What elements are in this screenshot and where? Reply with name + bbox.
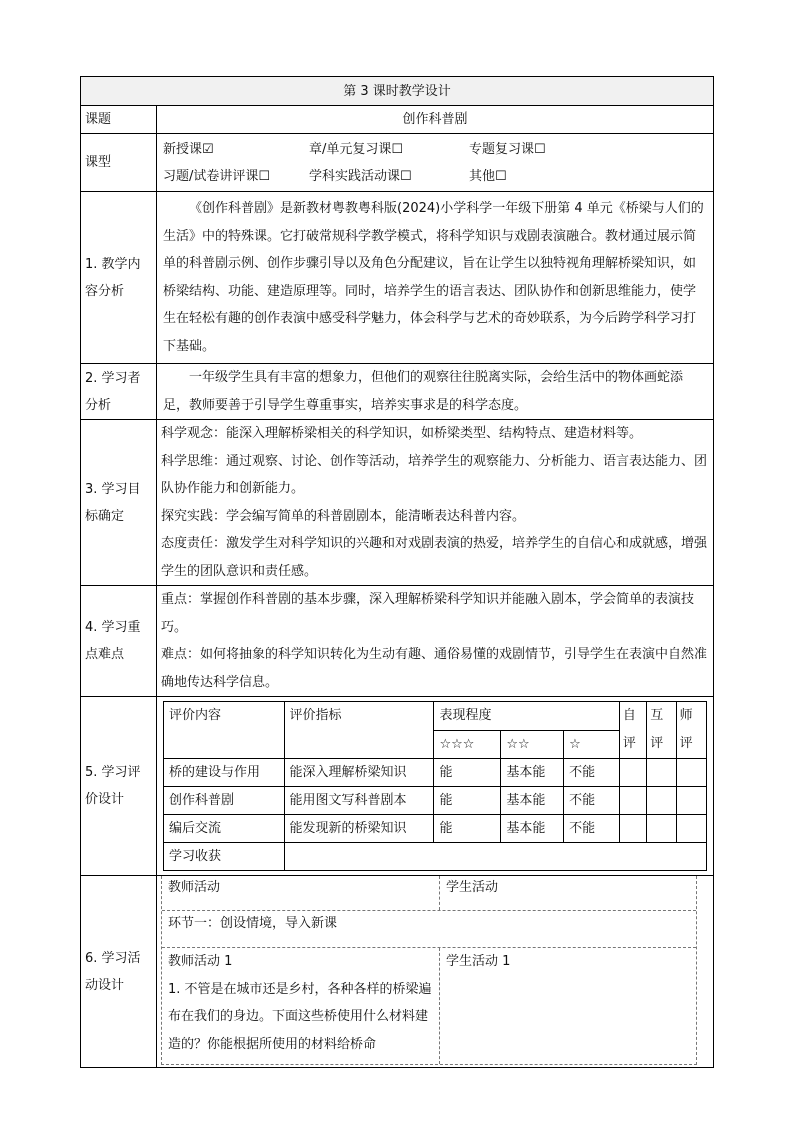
teacher-activity-1-text: 1. 不管是在城市还是乡村，各种各样的桥梁遍布在我们的身边。下面这些桥使用什么材料建造的？你能根据所使用的材料给桥命 (168, 981, 432, 1052)
content-analysis-label: 1. 教学内容分析 (81, 192, 157, 364)
eval-content: 桥的建设与作用 (164, 759, 285, 787)
eval-indicator: 能深入理解桥梁知识 (284, 759, 434, 787)
lesson-type-option: 章/单元复习课☐ (309, 141, 404, 157)
eval-level-3star: ☆☆☆ (434, 730, 501, 759)
eval-header-teacher: 师评 (676, 702, 706, 759)
learner-analysis-cell (157, 364, 714, 420)
lesson-type-option: 专题复习课☐ (469, 141, 546, 157)
eval-self-score[interactable] (619, 759, 646, 787)
eval-teacher-score[interactable] (676, 815, 706, 843)
content-analysis-cell (157, 192, 714, 364)
eval-level-value: 基本能 (501, 787, 564, 815)
eval-header-self: 自评 (619, 702, 646, 759)
learning-gain-label: 学习收获 (164, 843, 285, 871)
eval-peer-score[interactable] (647, 787, 676, 815)
difficulty-item: 难点：如何将抽象的科学知识转化为生动有趣、通俗易懂的戏剧情节，引导学生在表演中自然准确地传达科学信息。 (161, 647, 708, 690)
lesson-plan-table (80, 76, 714, 1068)
topic-value: 创作科普剧 (157, 106, 714, 134)
lesson-type-label: 课型 (81, 134, 157, 192)
key-points-label: 4. 学习重点难点 (81, 586, 157, 697)
document-title: 第 3 课时教学设计 (81, 77, 714, 106)
activities-cell (157, 876, 714, 1068)
objectives-cell (157, 420, 714, 586)
eval-level-1star: ☆ (564, 730, 620, 759)
eval-level-value: 不能 (564, 815, 620, 843)
eval-header-peer: 互评 (647, 702, 676, 759)
section-title: 环节一：创设情境，导入新课 (162, 910, 696, 947)
student-activity-1-title: 学生活动 1 (446, 954, 511, 969)
learner-analysis-text: 一年级学生具有丰富的想象力，但他们的观察往往脱离实际，会给生活中的物体画蛇添足，教师要善于引导学生尊重事实，培养实事求是的科学态度。 (163, 370, 684, 413)
teacher-activity-1-title: 教师活动 1 (168, 954, 233, 969)
objective-item: 态度责任：激发学生对科学知识的兴趣和对戏剧表演的热爱，培养学生的自信心和成就感，增强学生的团队意识和责任感。 (161, 536, 708, 579)
topic-label: 课题 (81, 106, 157, 134)
eval-content: 创作科普剧 (164, 787, 285, 815)
activities-label: 6. 学习活动设计 (81, 876, 157, 1068)
eval-self-score[interactable] (619, 787, 646, 815)
evaluation-label: 5. 学习评价设计 (81, 697, 157, 876)
eval-header-performance: 表现程度 (434, 702, 619, 731)
activities-box (161, 876, 697, 1065)
eval-peer-score[interactable] (647, 815, 676, 843)
student-activity-header: 学生活动 (446, 880, 499, 895)
eval-indicator: 能用图文写科普剧本 (284, 787, 434, 815)
evaluation-cell (157, 697, 714, 876)
teacher-activity-header: 教师活动 (162, 876, 440, 910)
eval-row (164, 815, 707, 843)
objective-item: 科学观念：能深入理解桥梁相关的科学知识，如桥梁类型、结构特点、建造材料等。 (161, 426, 643, 441)
eval-content: 编后交流 (164, 815, 285, 843)
eval-level-value: 不能 (564, 759, 620, 787)
eval-indicator: 能发现新的桥梁知识 (284, 815, 434, 843)
eval-level-value: 能 (434, 787, 501, 815)
teacher-activity-1 (162, 948, 440, 1064)
eval-row (164, 759, 707, 787)
eval-level-value: 不能 (564, 787, 620, 815)
content-analysis-text: 《创作科普剧》是新教材粤教粤科版(2024)小学科学一年级下册第 4 单元《桥梁与人们的生活》中的特殊课。它打破常规科学教学模式，将科学知识与戏剧表演融合。教材通过展示简单的科普剧示例、创作步骤引导以及角色分配建议，旨在让学生以独特视角理解桥梁知识，如桥梁结构、功能、建造原理等。同时，培养学生的语言表达、团队协作和创新思维能力，使学生在轻松有趣的创作表演中感受科学魅力，体会科学与艺术的奇妙联系，为今后跨学科学习打下基础。 (163, 201, 704, 354)
eval-level-value: 能 (434, 815, 501, 843)
activities-header (162, 876, 696, 910)
lesson-type-option: 学科实践活动课☐ (309, 168, 412, 184)
key-points-cell (157, 586, 714, 697)
objective-item: 探究实践：学会编写简单的科普剧剧本，能清晰表达科普内容。 (161, 508, 526, 524)
eval-row (164, 787, 707, 815)
eval-teacher-score[interactable] (676, 759, 706, 787)
lesson-type-option: 新授课☑ (163, 141, 214, 157)
student-activity-1 (440, 948, 696, 1064)
eval-header-indicator: 评价指标 (284, 702, 434, 759)
eval-level-value: 基本能 (501, 815, 564, 843)
learner-analysis-label: 2. 学习者分析 (81, 364, 157, 420)
eval-self-score[interactable] (619, 815, 646, 843)
eval-level-2star: ☆☆ (501, 730, 564, 759)
objectives-label: 3. 学习目标确定 (81, 420, 157, 586)
evaluation-table (163, 701, 707, 871)
activity-1 (162, 947, 696, 1064)
eval-teacher-score[interactable] (676, 787, 706, 815)
eval-level-value: 能 (434, 759, 501, 787)
learning-gain-field[interactable] (284, 843, 706, 871)
objective-item: 科学思维：通过观察、讨论、创作等活动，培养学生的观察能力、分析能力、语言表达能力、团队协作能力和创新能力。 (161, 453, 708, 496)
lesson-type-option: 习题/试卷讲评课☐ (163, 168, 271, 184)
lesson-type-option: 其他☐ (469, 168, 507, 184)
eval-header-content: 评价内容 (164, 702, 285, 759)
lesson-type-options (157, 134, 714, 192)
eval-peer-score[interactable] (647, 759, 676, 787)
key-point-item: 重点：掌握创作科普剧的基本步骤，深入理解桥梁科学知识并能融入剧本，学会简单的表演技巧。 (161, 592, 695, 635)
eval-level-value: 基本能 (501, 759, 564, 787)
